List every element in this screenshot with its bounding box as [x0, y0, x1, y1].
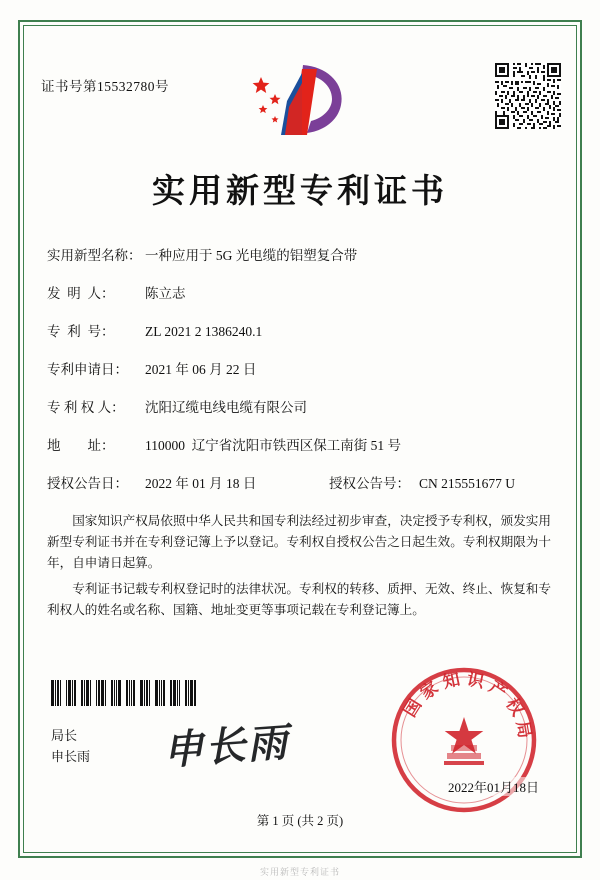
- svg-text:知: 知: [441, 669, 462, 693]
- certificate-content: [23, 25, 577, 853]
- barcode: [51, 680, 201, 706]
- handwritten-signature: 申长雨: [161, 718, 291, 775]
- field-row-inventor: [47, 275, 553, 313]
- page-title: 实用新型专利证书: [152, 171, 448, 210]
- svg-text:识: 识: [465, 669, 486, 693]
- director-name-label: 申长雨: [51, 749, 91, 764]
- svg-text:局: 局: [511, 719, 535, 740]
- field-label: 发 明 人：: [47, 286, 115, 301]
- director-title-label: 局长: [51, 728, 78, 743]
- field-label-secondary: 授权公告号：: [329, 476, 410, 491]
- field-value: 2022 年 01 月 18 日: [145, 476, 257, 491]
- field-value: 一种应用于 5G 光电缆的铝塑复合带: [145, 248, 358, 263]
- page-indicator: 第 1 页 (共 2 页): [256, 814, 344, 828]
- field-row-patentee: [47, 389, 553, 427]
- fields-block: [47, 237, 553, 503]
- field-label: 地 址：: [47, 438, 115, 453]
- svg-text:产: 产: [484, 677, 511, 704]
- field-row-patent-number: [47, 313, 553, 351]
- signature-block: [51, 725, 90, 767]
- field-value: 2021 年 06 月 22 日: [145, 362, 257, 377]
- seal-date: 2022年01月18日: [446, 777, 541, 796]
- below-page-note: 实用新型专利证书: [259, 867, 340, 877]
- certificate-number: 证书号第15532780号: [41, 79, 169, 94]
- field-label: 专利申请日：: [47, 362, 128, 377]
- field-label: 专 利 权 人：: [47, 400, 125, 415]
- field-value: 沈阳辽缆电线电缆有限公司: [145, 400, 307, 415]
- field-row-application-date: [47, 351, 553, 389]
- field-row-address: [47, 427, 553, 465]
- field-label: 实用新型名称：: [47, 248, 142, 263]
- field-label: 专 利 号：: [47, 324, 115, 339]
- field-value: 陈立志: [145, 286, 186, 301]
- qr-code-icon: [495, 63, 561, 129]
- svg-text:权: 权: [501, 694, 528, 720]
- legal-text-block: [47, 511, 551, 626]
- field-row-utility-model-name: [47, 237, 553, 275]
- paragraph-1: 国家知识产权局依照中华人民共和国专利法经过初步审查，决定授予专利权，颁发实用新型专利证书并在专利登记簿上予以登记。专利权自授权公告之日起生效。专利权期限为十年，自申请日起算。: [47, 514, 551, 570]
- cnipa-logo-icon: [245, 61, 355, 139]
- paragraph-2: 专利证书记载专利权登记时的法律状况。专利权的转移、质押、无效、终止、恢复和专利权人的姓名或名称、国籍、地址变更等事项记载在专利登记簿上。: [47, 582, 551, 617]
- field-value: 110000 辽宁省沈阳市铁西区保工南街 51 号: [145, 438, 401, 453]
- svg-text:国: 国: [400, 695, 427, 721]
- svg-text:家: 家: [416, 677, 443, 704]
- field-value-secondary: CN 215551677 U: [419, 476, 516, 491]
- field-label: 授权公告日：: [47, 476, 128, 491]
- field-value: ZL 2021 2 1386240.1: [145, 324, 263, 339]
- field-row-grant-announcement: [47, 465, 553, 503]
